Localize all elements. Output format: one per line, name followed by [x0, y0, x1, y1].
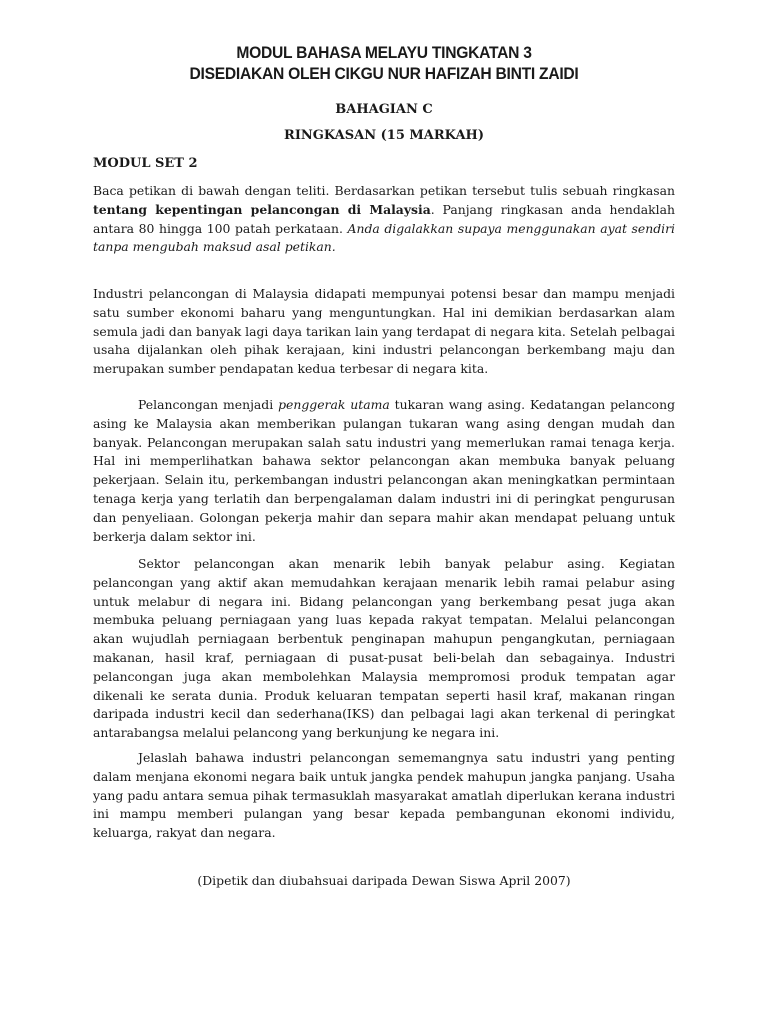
- source-citation: (Dipetik dan diubahsuai daripada Dewan Siswa April 2007): [197, 873, 571, 888]
- paragraph-4-text: Jelaslah bahawa industri pelancongan sememangnya satu industri yang penting dalam menjana ekonomi negara baik untuk jangka pendek mahupun jangka panjang. Usaha yang padu antara semua pihak termasuklah masyarakat amatlah diperlukan kerana industri ini mampu memberi pulangan yang besar kepada pembangunan ekonomi individu, keluarga, rakyat dan negara.: [93, 750, 675, 841]
- passage-paragraph-2: [93, 396, 675, 546]
- paragraph-2-text-a: Pelancongan menjadi: [138, 397, 279, 412]
- module-set-label: MODUL SET 2: [93, 156, 198, 171]
- paragraph-2-text-b: tukaran wang asing. Kedatangan pelancong asing ke Malaysia akan memberikan pulangan tukaran wang asing dengan mudah dan banyak. Pelancongan merupakan salah satu industri yang memerlukan ramai tenaga kerja. Hal ini memperlihatkan bahawa sektor pelancongan akan membuka banyak peluang pekerjaan. Selain itu, perkembangan industri pelancongan akan meningkatkan permintaan tenaga kerja yang terlatih dan berpengalaman dalam industri ini di peringkat pengurusan dan penyeliaan. Golongan pekerja mahir dan separa mahir akan mendapat peluang untuk berkerja dalam sektor ini.: [93, 397, 675, 544]
- paragraph-3-text: Sektor pelancongan akan menarik lebih banyak pelabur asing. Kegiatan pelancongan yang aktif akan memudahkan kerajaan menarik lebih ramai pelabur asing untuk melabur di negara ini. Bidang pelancongan yang berkembang pesat juga akan membuka peluang perniagaan yang luas kepada rakyat tempatan. Melalui pelancongan akan wujudlah perniagaan berbentuk penginapan mahupun pengangkutan, perniagaan makanan, hasil kraf, perniagaan di pusat-pusat beli-belah dan sebagainya. Industri pelancongan juga akan membolehkan Malaysia mempromosi produk tempatan agar dikenali ke serata dunia. Produk keluaran tempatan seperti hasil kraf, makanan ringan daripada industri kecil dan sederhana(IKS) dan pelbagai lagi akan terkenal di peringkat antarabangsa melalui pelancong yang berkunjung ke negara ini.: [93, 556, 675, 741]
- instruction-text-2: . Panjang ringkasan anda hendaklah antara 80 hingga 100 patah perkataan.: [93, 201, 675, 236]
- instruction-text-1: Baca petikan di bawah dengan teliti. Berdasarkan petikan tersebut tulis sebuah ringkasan: [93, 183, 675, 198]
- passage-paragraph-4: [93, 749, 675, 843]
- paragraph-2-italic: penggerak utama: [278, 397, 390, 412]
- passage-paragraph-3: [93, 555, 675, 743]
- instruction-note: Anda digalakkan supaya menggunakan ayat sendiri tanpa mengubah maksud asal petikan.: [93, 220, 675, 255]
- header-title: MODUL BAHASA MELAYU TINGKATAN 3: [236, 43, 532, 62]
- passage-paragraph-1: [93, 285, 675, 379]
- document-header: [31, 42, 738, 84]
- marks-title: RINGKASAN (15 MARKAH): [284, 128, 484, 143]
- paragraph-1-text: Industri pelancongan di Malaysia didapati mempunyai potensi besar dan mampu menjadi satu sumber ekonomi baharu yang menguntungkan. Hal ini demikian berdasarkan alam semula jadi dan banyak lagi daya tarikan lain yang terdapat di negara kita. Setelah pelbagai usaha dijalankan oleh pihak kerajaan, kini industri pelancongan berkembang maju dan merupakan sumber pendapatan kedua terbesar di negara kita.: [93, 286, 675, 377]
- section-title: BAHAGIAN C: [335, 102, 433, 117]
- header-author: DISEDIAKAN OLEH CIKGU NUR HAFIZAH BINTI ZAIDI: [189, 64, 579, 83]
- instruction-topic: tentang kepentingan pelancongan di Malaysia: [93, 201, 431, 217]
- instruction-paragraph: [93, 182, 675, 257]
